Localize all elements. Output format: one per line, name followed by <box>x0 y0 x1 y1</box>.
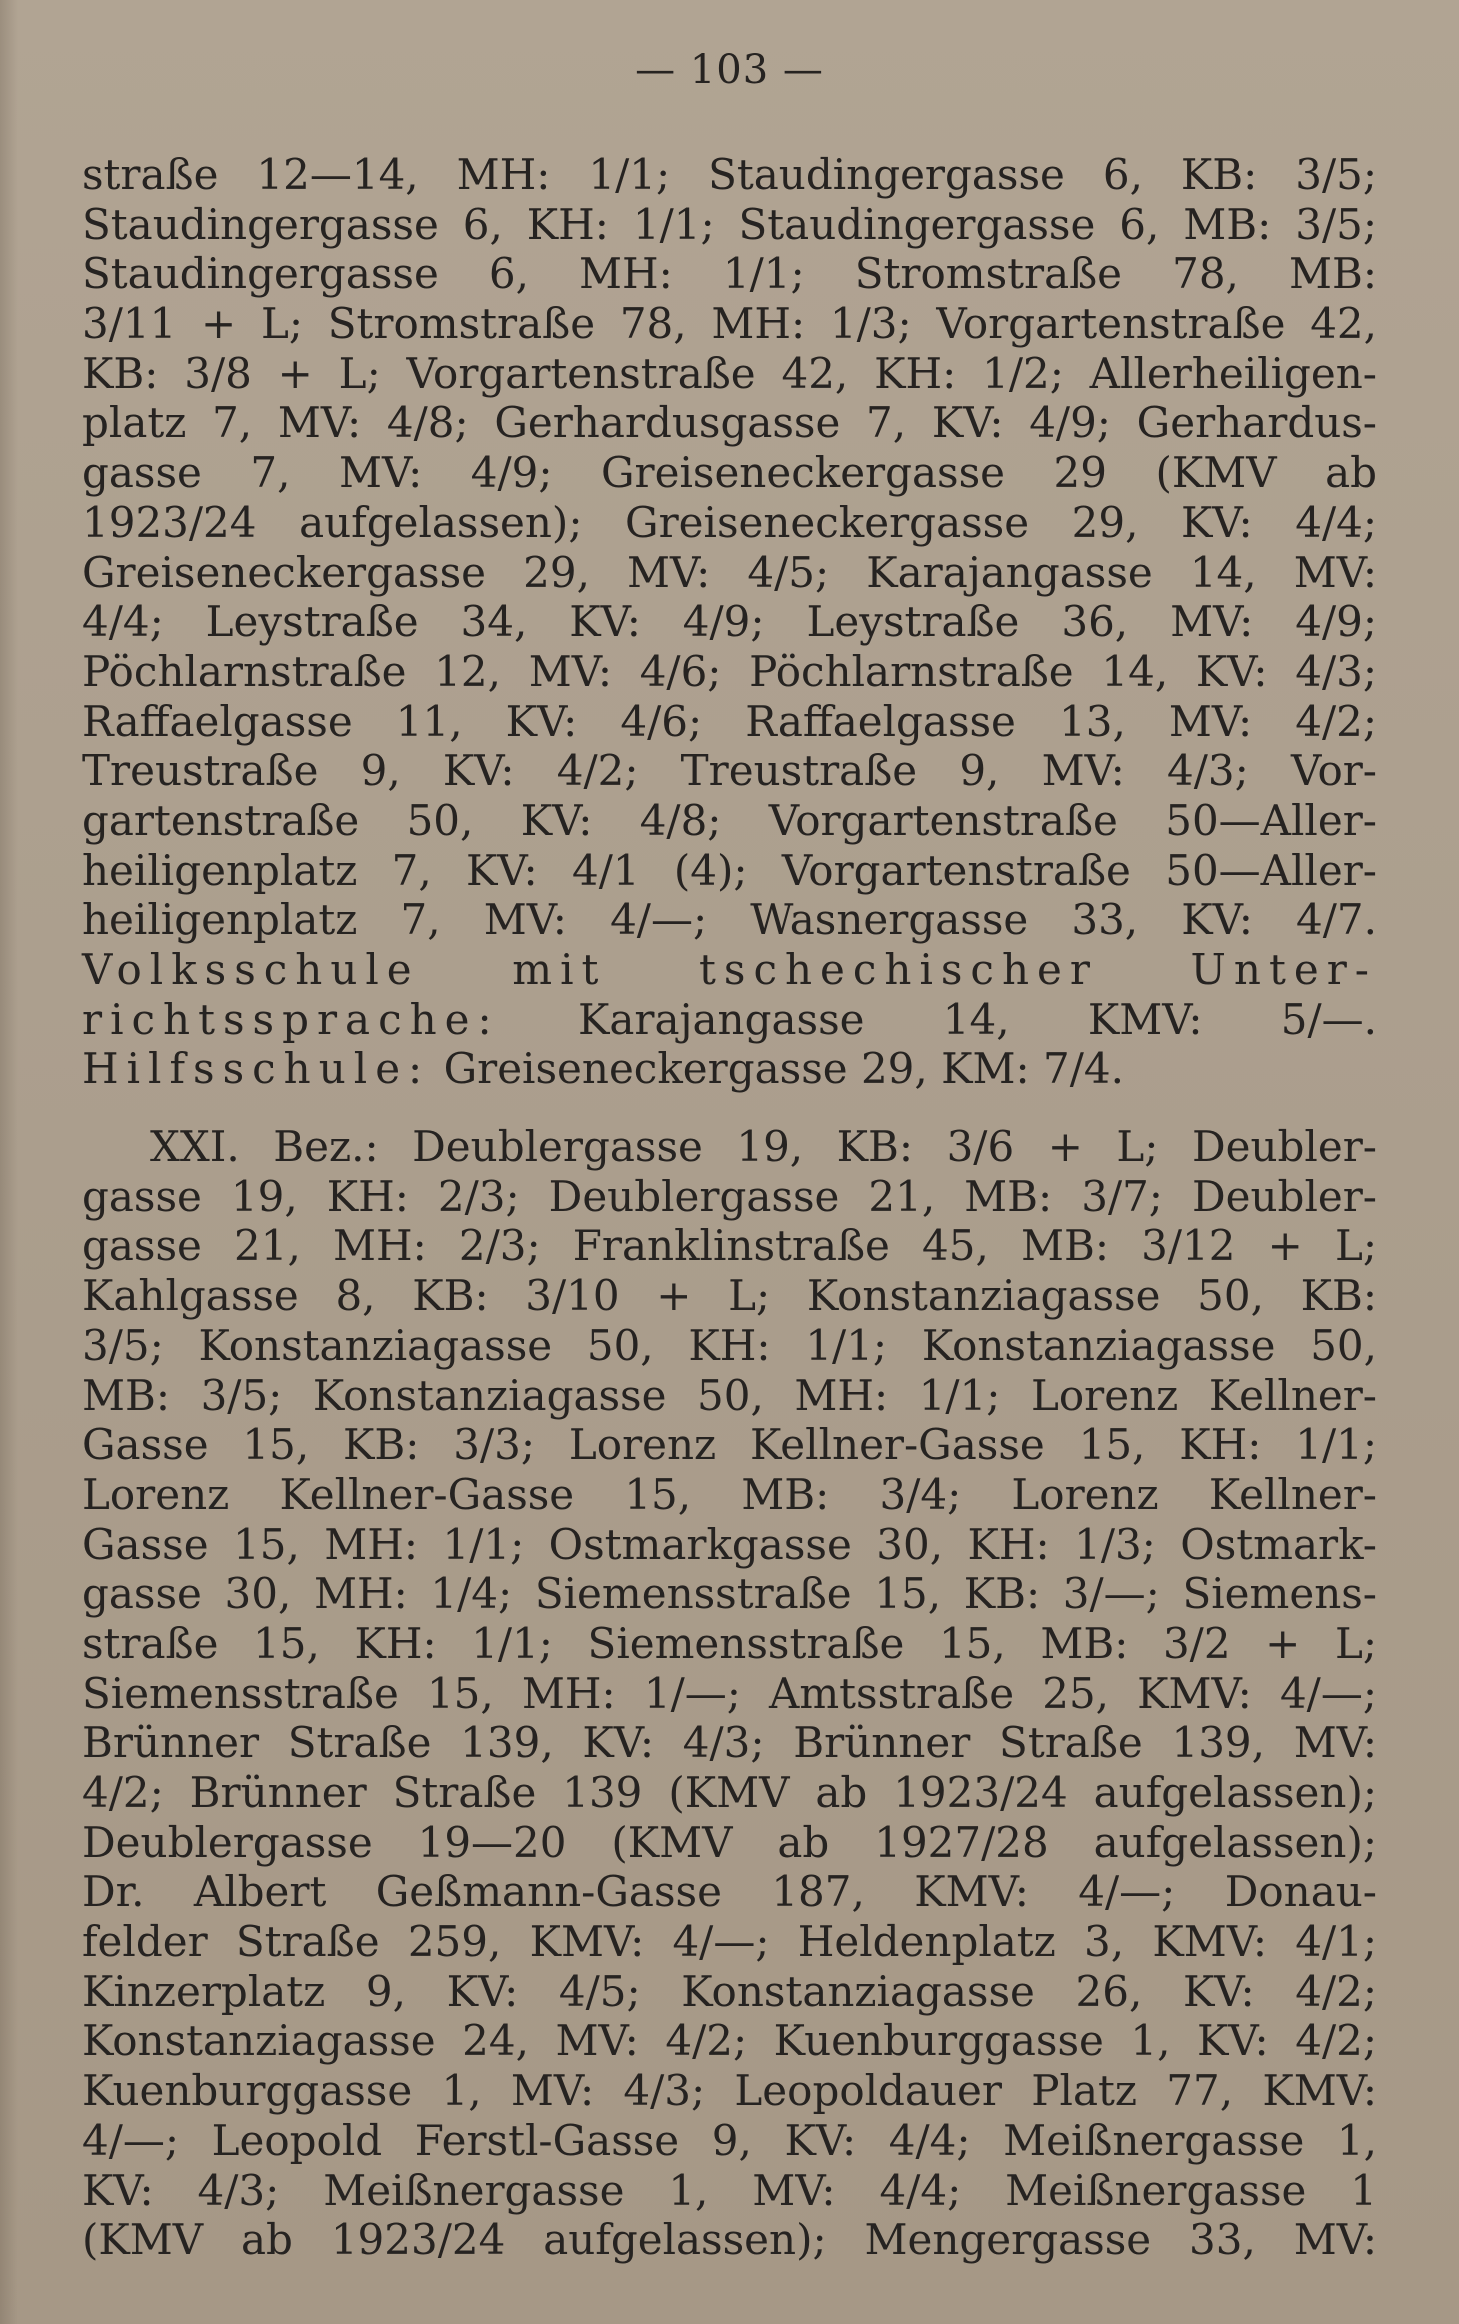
text-line: Gasse 15, MH: 1/1; Ostmarkgasse 30, KH: 1/3; Ostmark- <box>82 1519 1377 1569</box>
text-line: Deublergasse 19—20 (KMV ab 1927/28 aufgelassen); <box>82 1817 1377 1867</box>
text-line: 3/11 + L; Stromstraße 78, MH: 1/3; Vorgartenstraße 42, <box>82 299 1377 349</box>
text-line: Raffaelgasse 11, KV: 4/6; Raffaelgasse 13, MV: 4/2; <box>82 696 1377 746</box>
text-line: gasse 19, KH: 2/3; Deublergasse 21, MB: 3/7; Deubler- <box>82 1171 1377 1221</box>
text-line: gasse 7, MV: 4/9; Greiseneckergasse 29 (KMV ab <box>82 448 1377 498</box>
text-line: gartenstraße 50, KV: 4/8; Vorgartenstraße 50—Aller- <box>82 795 1377 845</box>
text-line: KV: 4/3; Meißnergasse 1, MV: 4/4; Meißnergasse 1 <box>82 2165 1377 2215</box>
page-edge-shadow <box>0 0 18 2324</box>
text-line: Dr. Albert Geßmann-Gasse 187, KMV: 4/—; Donau- <box>82 1867 1377 1917</box>
volksschule-heading: Volksschule mit tschechischer Unter- <box>82 945 1377 994</box>
text-line: Treustraße 9, KV: 4/2; Treustraße 9, MV: 4/3; Vor- <box>82 746 1377 796</box>
text-line: 4/—; Leopold Ferstl-Gasse 9, KV: 4/4; Meißnergasse 1, <box>82 2115 1377 2165</box>
volksschule-address: Karajangasse 14, KMV: 5/—. <box>577 994 1377 1044</box>
hilfsschule-line <box>82 1044 1377 1094</box>
paragraph-xxi-bezirk <box>82 1122 1377 2265</box>
text-line: Gasse 15, KB: 3/3; Lorenz Kellner-Gasse 15, KH: 1/1; <box>82 1420 1377 1470</box>
text-line: KB: 3/8 + L; Vorgartenstraße 42, KH: 1/2; Allerheiligen- <box>82 348 1377 398</box>
volksschule-line <box>82 995 1377 1045</box>
text-line: Pöchlarnstraße 12, MV: 4/6; Pöchlarnstraße 14, KV: 4/3; <box>82 646 1377 696</box>
text-line: Greiseneckergasse 29, MV: 4/5; Karajangasse 14, MV: <box>82 547 1377 597</box>
text-line: 4/2; Brünner Straße 139 (KMV ab 1923/24 aufgelassen); <box>82 1768 1377 1817</box>
text-line: 3/5; Konstanziagasse 50, KH: 1/1; Konstanziagasse 50, <box>82 1320 1377 1370</box>
text-line: platz 7, MV: 4/8; Gerhardusgasse 7, KV: 4/9; Gerhardus- <box>82 398 1377 448</box>
text-line: Staudingergasse 6, KH: 1/1; Staudingergasse 6, MB: 3/5; <box>82 199 1377 249</box>
text-line: 4/4; Leystraße 34, KV: 4/9; Leystraße 36, MV: 4/9; <box>82 597 1377 647</box>
text-line: gasse 30, MH: 1/4; Siemensstraße 15, KB: 3/—; Siemens- <box>82 1569 1377 1619</box>
paragraph-gap <box>82 1094 1377 1122</box>
text-line: heiligenplatz 7, MV: 4/—; Wasnergasse 33, KV: 4/7. <box>82 895 1377 945</box>
text-line: XXI. Bez.: Deublergasse 19, KB: 3/6 + L; Deubler- <box>150 1122 1377 1172</box>
text-line: gasse 21, MH: 2/3; Franklinstraße 45, MB: 3/12 + L; <box>82 1221 1377 1271</box>
text-line: Lorenz Kellner-Gasse 15, MB: 3/4; Lorenz Kellner- <box>82 1469 1377 1519</box>
text-line: straße 15, KH: 1/1; Siemensstraße 15, MB: 3/2 + L; <box>82 1618 1377 1668</box>
page-body <box>82 150 1377 2265</box>
text-line: straße 12—14, MH: 1/1; Staudingergasse 6, KB: 3/5; <box>82 150 1377 199</box>
text-line: felder Straße 259, KMV: 4/—; Heldenplatz 3, KMV: 4/1; <box>82 1917 1377 1967</box>
text-line: Kahlgasse 8, KB: 3/10 + L; Konstanziagasse 50, KB: <box>82 1271 1377 1321</box>
text-line: Brünner Straße 139, KV: 4/3; Brünner Straße 139, MV: <box>82 1718 1377 1768</box>
page-number: — 103 — <box>635 47 824 93</box>
text-line: Siemensstraße 15, MH: 1/—; Amtsstraße 25, KMV: 4/—; <box>82 1668 1377 1718</box>
hilfsschule-heading: Hilfsschule: <box>82 1044 431 1094</box>
paragraph-xx-bezirk <box>82 150 1377 1094</box>
text-line: 1923/24 aufgelassen); Greiseneckergasse 29, KV: 4/4; <box>82 497 1377 547</box>
text-line: Kinzerplatz 9, KV: 4/5; Konstanziagasse 26, KV: 4/2; <box>82 1966 1377 2016</box>
text-line: Kuenburggasse 1, MV: 4/3; Leopoldauer Platz 77, KMV: <box>82 2066 1377 2116</box>
text-line: Konstanziagasse 24, MV: 4/2; Kuenburggasse 1, KV: 4/2; <box>82 2016 1377 2066</box>
text-line: heiligenplatz 7, KV: 4/1 (4); Vorgartenstraße 50—Aller- <box>82 845 1377 895</box>
volksschule-heading-end: richtssprache: <box>82 994 500 1044</box>
text-line: (KMV ab 1923/24 aufgelassen); Mengergasse 33, MV: <box>82 2215 1377 2265</box>
text-line: Staudingergasse 6, MH: 1/1; Stromstraße 78, MB: <box>82 249 1377 299</box>
text-line: MB: 3/5; Konstanziagasse 50, MH: 1/1; Lorenz Kellner- <box>82 1370 1377 1420</box>
hilfsschule-address: Greiseneckergasse 29, KM: 7/4. <box>443 1044 1124 1094</box>
